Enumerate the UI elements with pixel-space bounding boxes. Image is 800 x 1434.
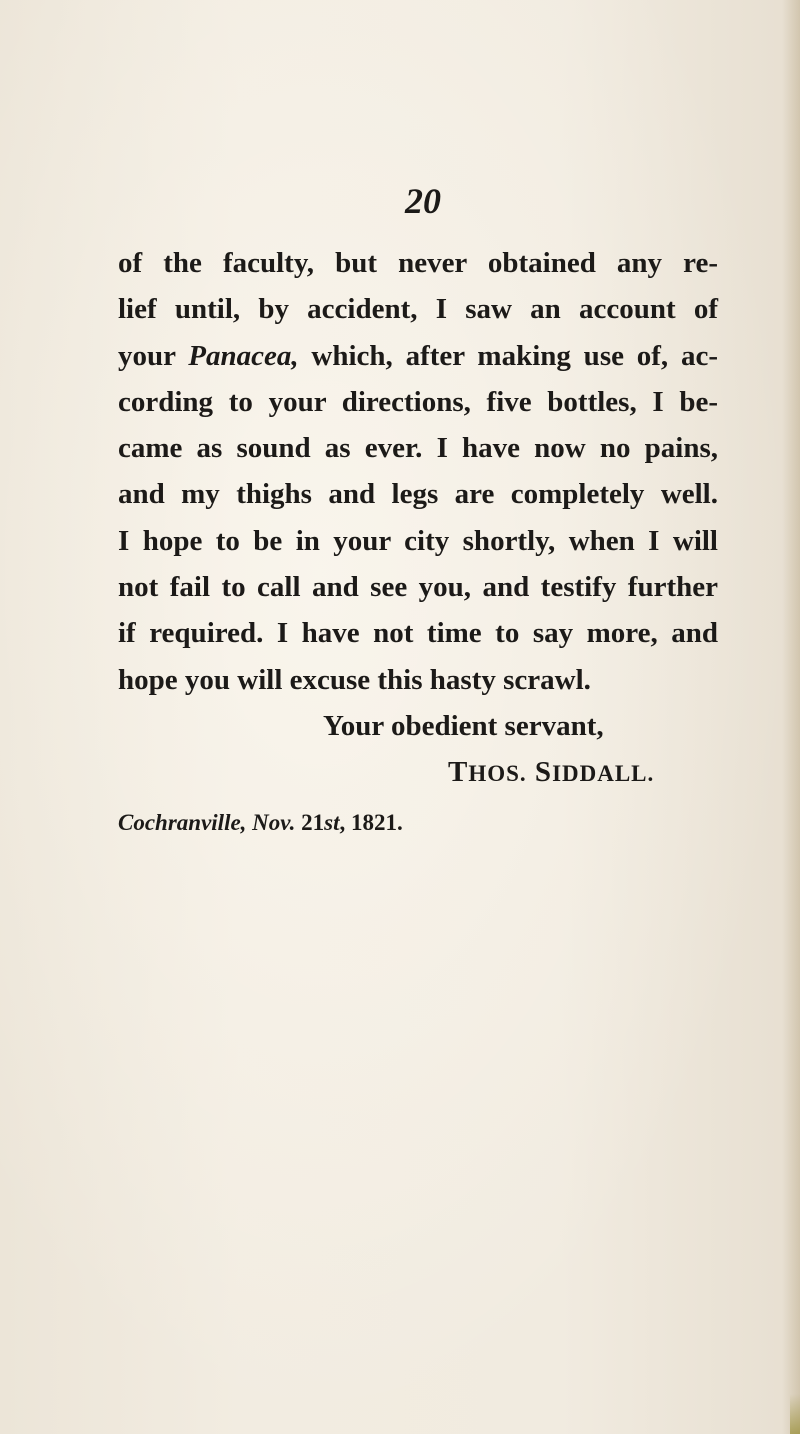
text-line: of the faculty, but never obtained any re- — [118, 247, 718, 279]
dateline-place: Cochranville, — [118, 809, 247, 835]
signature: THOS. SIDDALL. — [448, 756, 655, 789]
letter-body — [118, 240, 718, 846]
dateline-day: 21 — [301, 809, 325, 835]
page-edge-shadow — [782, 0, 800, 1434]
text-line: if required. I have not time to say more, and — [118, 617, 718, 650]
page-corner-stain — [790, 1394, 800, 1434]
text-fragment: which, after making use of, ac- — [298, 339, 718, 372]
text-line: and my thighs and legs are completely well. — [118, 478, 718, 511]
dateline-day-suffix: st — [324, 809, 340, 835]
text-line: hope you will excuse this hasty scrawl. — [118, 663, 591, 696]
text-line: lief until, by accident, I saw an account of — [118, 293, 718, 326]
text-fragment: your — [118, 339, 189, 372]
text-line: came as sound as ever. I have now no pains, — [118, 432, 718, 465]
text-line — [118, 333, 718, 379]
dateline-year: , 1821. — [339, 809, 403, 835]
page-number: 20 — [405, 181, 441, 221]
text-line: cording to your directions, five bottles, I be- — [118, 385, 718, 418]
text-line: I hope to be in your city shortly, when I will — [118, 524, 718, 557]
text-line: not fail to call and see you, and testify further — [118, 571, 718, 604]
letter-closing: Your obedient servant, — [323, 709, 604, 742]
dateline-month: Nov. — [252, 809, 296, 835]
emphasized-word: Panacea, — [188, 339, 299, 372]
dateline — [118, 800, 718, 846]
